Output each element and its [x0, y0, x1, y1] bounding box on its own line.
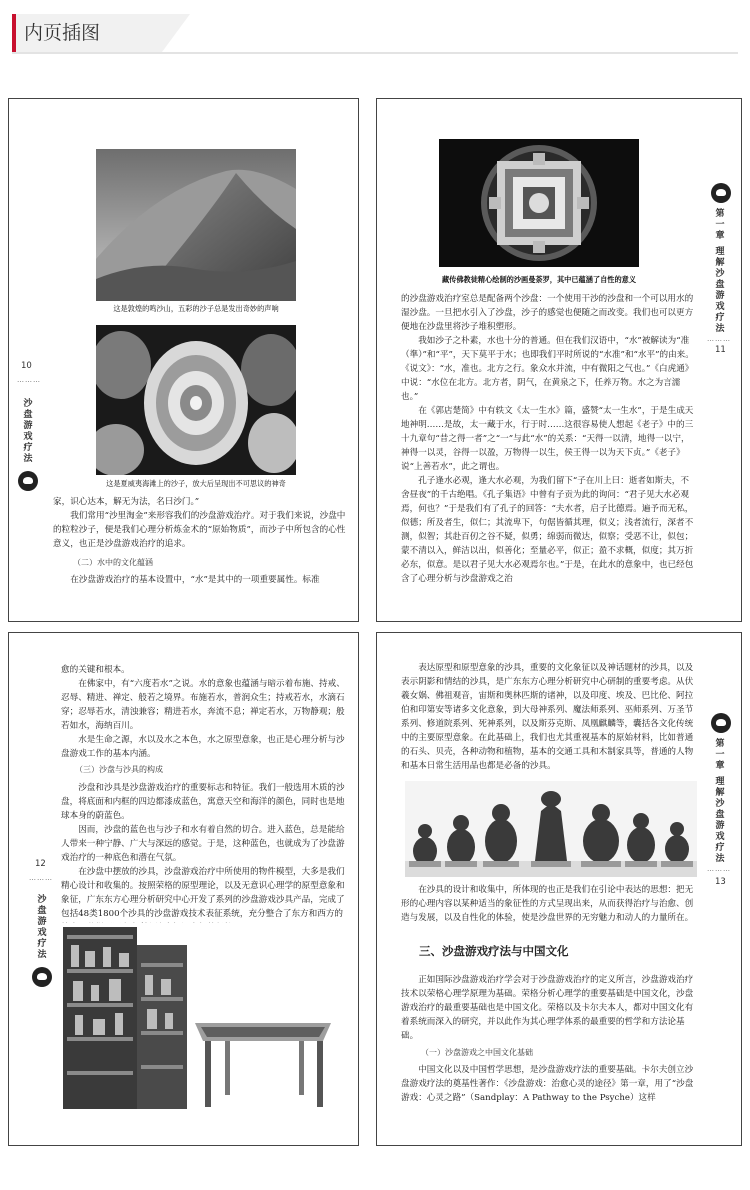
- header-accent-bar: [12, 14, 16, 52]
- header-tab-corner: [162, 14, 190, 52]
- page-dots: ………: [707, 335, 731, 343]
- page-number: 11: [715, 345, 726, 355]
- body-text: 的沙盘游戏治疗室总是配备两个沙盘：一个使用干沙的沙盘和一个可以用水的湿沙盘。一旦把水引入了沙盘，沙子的感觉也便随之而改变。我们也可以更方便地在沙盘里将沙子堆积塑形。 我如沙子之朴素，水也十分的普通。但在我们汉语中，“水”被解读为“准（準）”和“平”，天下莫平于水；也即我们平时所说的“水准”和“水平”的由来。《说文》：“水，准也。北方之行。象众水并流，中有微阳之气也。”《白虎通》中说：“水位在北方。北方者，阴气，在黄泉之下，任养万物。水之为言濡也。” 在《郭店楚简》中有轶文《太一生水》篇，盛赞“太一生水”，于是生成天地神明……是故，太一藏于水，行于时……这很容易使人想起《老子》中的三十九章句“昔之得一者”之“一”与此“水”的关系：“天得一以清，地得一以宁，神得一以灵，谷得一以盈，万物得一以生，侯王得一以为天下贞。”《老子》说“上善若水”，此之谓也。 孔子逢水必观，逢大水必观，为我们留下“子在川上曰：逝者如斯夫，不舍昼夜”的千古绝唱。《孔子集语》中曾有子贡为此的询问：“君子见大水必观焉，何也？”于是我们有了孔子的回答：“夫水者，启子比德焉。遍予而无私，似德；所及者生，似仁；其流卑下，句倨皆循其理，似义；浅者流行，深者不测，似智；其赴百仞之谷不疑，似勇；绵弱而微达，似察；受恶不让，似包；蒙不清以入，鲜洁以出，似善化；至量必平，似正；盈不求概，似度；其万折必东，似意。是以君子见大水必观焉尔也。”于是，在此水的意象中，也已经包含了心理分析与沙盘游戏之治: [401, 294, 694, 584]
- section-title: 内页插图: [12, 14, 162, 52]
- body-text: 在沙具的设计和收集中，所体现的也正是我们在引论中表达的思想：把无形的心理内容以某种适当的象征性的方式呈现出来，从而获得治疗与治愈、创造与发展，以及自性化的体验，使是沙盘世界的无穷魅力和动人的力量所在。: [401, 885, 694, 923]
- figure-caption: 这是夏威夷海滩上的沙子，放大后呈现出不可思议的神奇: [106, 479, 286, 488]
- body-text: 表达原型和原型意象的沙具，重要的文化象征以及神话题材的沙具，以及表示阴影和情结的沙具，是广东东方心理分析研究中心研制的重要考虑。从伏羲女娲、佛祖观音，宙斯和奥林匹斯的诸神，以及印度、埃及、巴比伦、阿拉伯和印第安等诸多文化意象，到大母神系列、魔法师系列、巫师系列、万圣节系列、修道院系列、死神系列，以及斯芬克斯、凤凰麒麟等，囊括各文化传统中的主要原型意象。在此基础上，我们也尤其重视基本的原始材料，比如普通的石头、贝壳，各种动物和植物，基本的交通工具和木制家具等，普通的人物和基本日常生活用品也都是必备的沙具。: [401, 663, 694, 771]
- page-dots: ………: [29, 874, 53, 882]
- running-title: 理解沙盘游戏疗法: [715, 247, 725, 334]
- page-dots: ………: [707, 865, 731, 873]
- running-title: 沙盘游戏疗法: [37, 895, 47, 960]
- chapter-label: 第一章: [715, 739, 725, 771]
- subsection-heading: （三）沙盘与沙具的构成: [75, 765, 163, 774]
- sandplay-shelves-photo: [61, 923, 337, 1111]
- sandplay-figurines-photo: [405, 781, 697, 877]
- chapter-label: 第一章: [715, 209, 725, 241]
- section-heading: 三、沙盘游戏疗法与中国文化: [419, 944, 569, 958]
- running-title: 理解沙盘游戏疗法: [715, 777, 725, 864]
- figure-caption: 藏传佛教徒精心绘制的沙画曼荼罗，其中已蕴涵了自性的意义: [441, 275, 637, 284]
- page-number: 12: [35, 859, 46, 869]
- publisher-logo-icon: [18, 471, 38, 491]
- running-title: 沙盘游戏疗法: [23, 399, 33, 464]
- desert-dune-photo: [96, 149, 296, 301]
- publisher-logo-icon: [32, 967, 52, 987]
- body-text: 家，识心达本，解无为法，名曰沙门。” 我们常用“沙里淘金”来形容我们的沙盘游戏治疗。对于我们来说，沙盘中的粒粒沙子，便是我们心理分析炼金术的“原始物质”，而沙子中所包含的心性意义，也正是沙盘游戏治疗的追求。: [53, 497, 346, 549]
- header-divider: [12, 52, 738, 54]
- book-page-10: [8, 98, 359, 622]
- page-dots: ………: [17, 376, 41, 384]
- sand-mandala-photo: [439, 139, 639, 267]
- book-page-11: [376, 98, 742, 622]
- body-text: 愈的关键和根本。 在佛家中，有“六度若水”之说。水的意象也蕴涵与暗示着布施、持戒、忍辱、精进、禅定、般若之境界。布施若水，普润众生；持戒若水，水滴石穿；忍辱若水，清浊兼容；精进若水，奔流不息；禅定若水，万物静观；般若如水，海纳百川。 水是生命之源，水以及水之本色，水之原型意象，也正是心理分析与沙盘游戏工作的基本内涵。: [61, 665, 345, 759]
- book-page-13: [376, 632, 742, 1146]
- subsection-heading: （一）沙盘游戏之中国文化基础: [421, 1048, 533, 1057]
- page-number: 10: [21, 361, 32, 371]
- body-text: 正如国际沙盘游戏治疗学会对于沙盘游戏治疗的定义所言，沙盘游戏治疗技术以荣格心理学原理为基础。荣格分析心理学的重要基础是中国文化，沙盘游戏治疗的最重要基础也是中国文化。荣格以及卡尔夫本人，都对中国文化有着系统而深入的研究，并以此作为其心理学体系的最重要的哲学和方法论基础。: [401, 975, 694, 1041]
- book-page-12: [8, 632, 359, 1146]
- publisher-logo-icon: [711, 713, 731, 733]
- figure-caption: 这是敦煌的鸣沙山，五彩的沙子总是发出奇妙的声响: [113, 304, 279, 313]
- subsection-heading: （二）水中的文化蕴涵: [73, 558, 153, 567]
- body-text: 沙盘和沙具是沙盘游戏治疗的重要标志和特征。我们一般选用木质的沙盘，将底面和内框的四边都漆成蓝色，寓意天空和海洋的颜色，同时也是地球本身的蔚蓝色。 因而，沙盘的蓝色也与沙子和水有着自然的切合。进入蓝色，总是能给人带来一种宁静、广大与深远的感觉。于是，这种蓝色，也就成为了沙盘游戏治疗的一种底色和潜在气氛。 在沙盘中摆放的沙具，沙盘游戏治疗中所使用的物件模型，大多是我们精心设计和收集的。按照荣格的原型理论，以及无意识心理学的原型意象和象征，广东东方心理分析研究中心开发了系列的沙盘游戏沙具产品，完成了包括48类1800个沙具的沙盘游戏技术表征系统，充分整合了东方和西方的: [61, 783, 345, 919]
- page-number: 13: [715, 877, 726, 887]
- magnified-sand-photo: [96, 325, 296, 475]
- publisher-logo-icon: [711, 183, 731, 203]
- body-text: 中国文化以及中国哲学思想，是沙盘游戏疗法的重要基础。卡尔夫创立沙盘游戏疗法的奠基性著作：《沙盘游戏：治愈心灵的途径》第一章，用了“沙盘游戏：心灵之路”（Sandplay：A Pathway to the Psyche）这样: [401, 1065, 694, 1103]
- body-text: 在沙盘游戏治疗的基本设置中，“水”是其中的一项重要属性。标准: [53, 575, 320, 585]
- section-header: [12, 14, 182, 52]
